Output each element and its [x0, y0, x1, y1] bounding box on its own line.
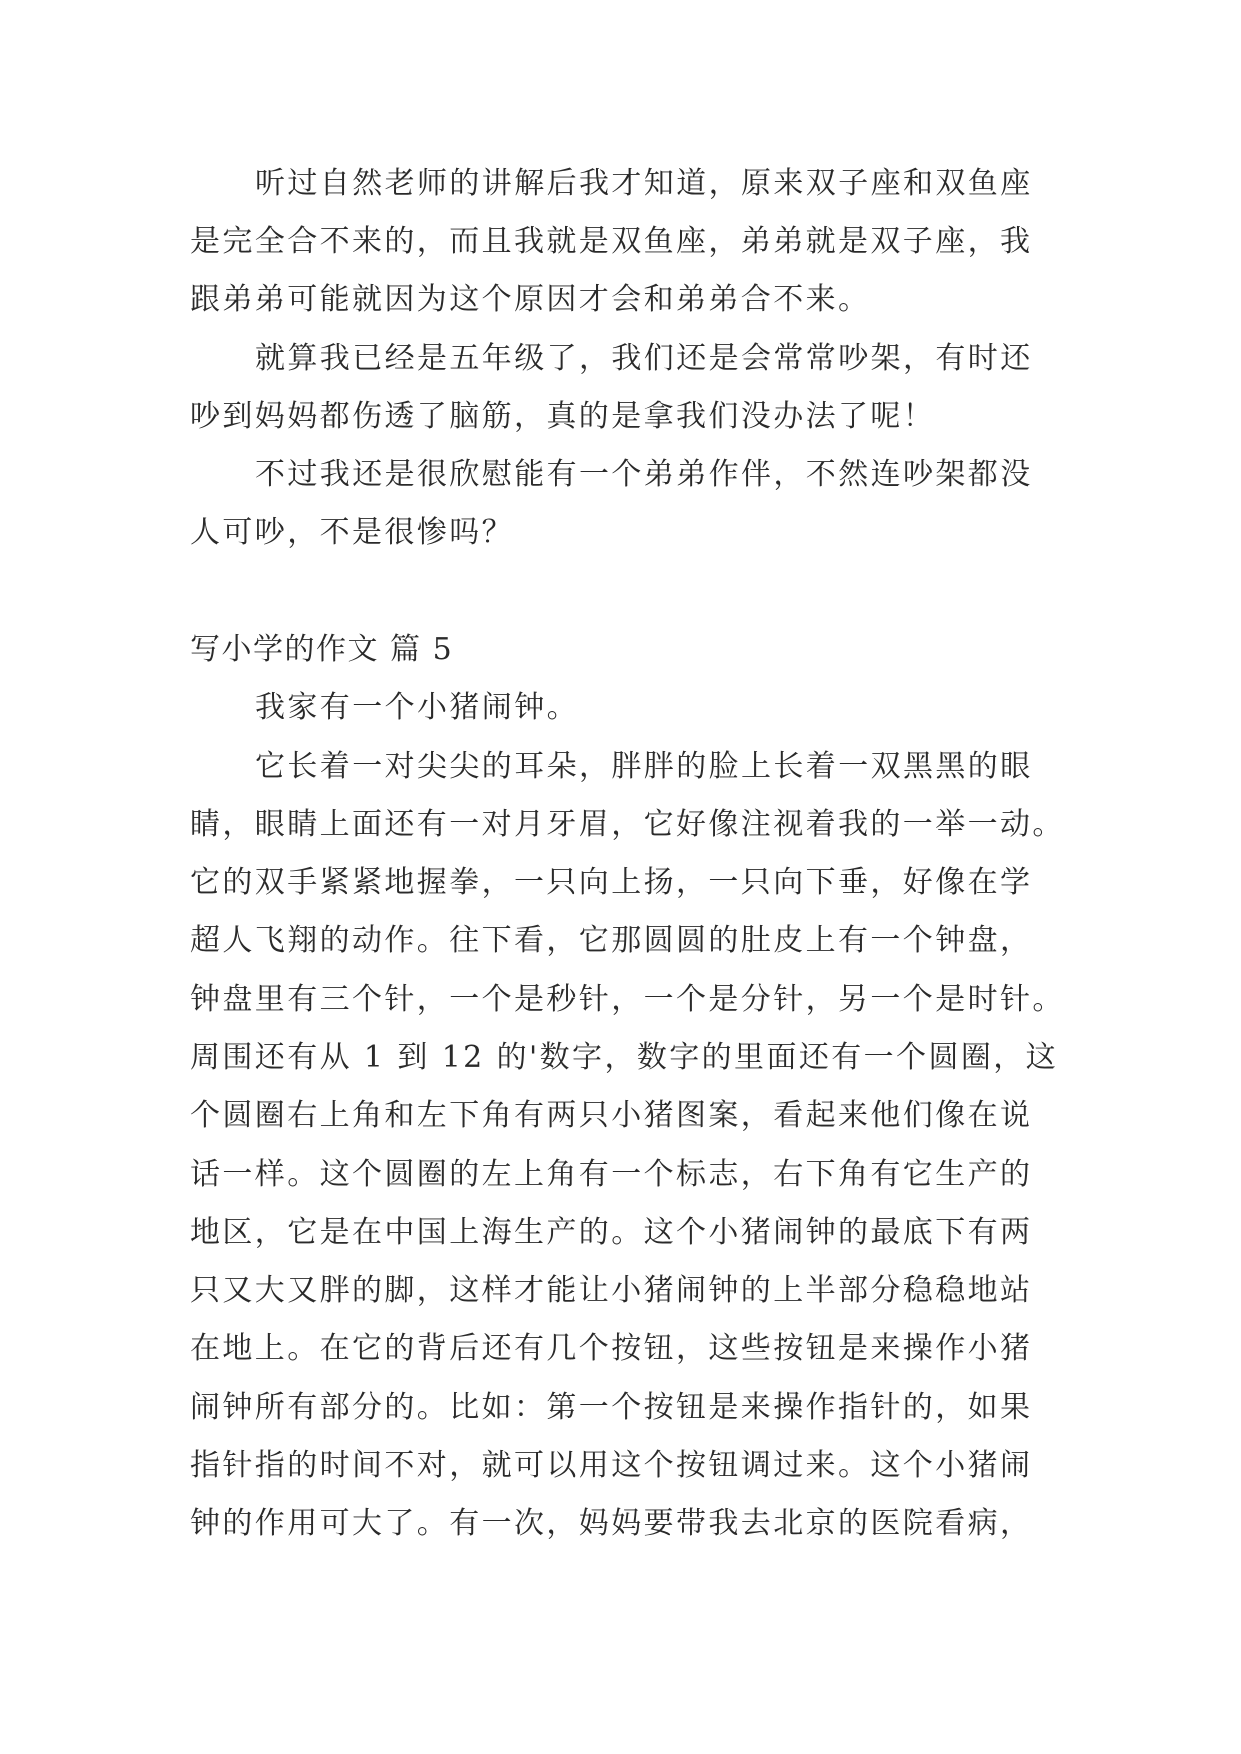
- paragraph-line: 指针指的时间不对，就可以用这个按钮调过来。这个小猪闹: [190, 1448, 1033, 1483]
- paragraph-line: 不过我还是很欣慰能有一个弟弟作伴，不然连吵架都没: [255, 457, 1033, 492]
- paragraph-line: 吵到妈妈都伤透了脑筋，真的是拿我们没办法了呢！: [190, 399, 936, 434]
- section-heading: 写小学的作文 篇 5: [190, 632, 454, 667]
- paragraph-line: 闹钟所有部分的。比如：第一个按钮是来操作指针的，如果: [190, 1390, 1033, 1425]
- paragraph-line: 是完全合不来的，而且我就是双鱼座，弟弟就是双子座，我: [190, 224, 1033, 259]
- paragraph-line: 就算我已经是五年级了，我们还是会常常吵架，有时还: [255, 341, 1033, 376]
- paragraph-line: 个圆圈右上角和左下角有两只小猪图案，看起来他们像在说: [190, 1098, 1033, 1133]
- paragraph-line: 周围还有从 1 到 12 的'数字，数字的里面还有一个圆圈，这: [190, 1040, 1059, 1075]
- paragraph-line: 它长着一对尖尖的耳朵，胖胖的脸上长着一双黑黑的眼: [255, 749, 1033, 784]
- paragraph-line: 超人飞翔的动作。往下看，它那圆圆的肚皮上有一个钟盘，: [190, 923, 1033, 958]
- paragraph-line: 听过自然老师的讲解后我才知道，原来双子座和双鱼座: [255, 166, 1033, 201]
- paragraph-line: 它的双手紧紧地握拳，一只向上扬，一只向下垂，好像在学: [190, 865, 1033, 900]
- paragraph-line: 我家有一个小猪闹钟。: [255, 690, 579, 725]
- paragraph-line: 只又大又胖的脚，这样才能让小猪闹钟的上半部分稳稳地站: [190, 1273, 1033, 1308]
- paragraph-line: 钟的作用可大了。有一次，妈妈要带我去北京的医院看病，: [190, 1506, 1033, 1541]
- paragraph-line: 地区，它是在中国上海生产的。这个小猪闹钟的最底下有两: [190, 1215, 1033, 1250]
- paragraph-line: 跟弟弟可能就因为这个原因才会和弟弟合不来。: [190, 282, 871, 317]
- paragraph-line: 人可吵，不是很惨吗？: [190, 515, 514, 550]
- paragraph-line: 在地上。在它的背后还有几个按钮，这些按钮是来操作小猪: [190, 1331, 1033, 1366]
- paragraph-line: 话一样。这个圆圈的左上角有一个标志，右下角有它生产的: [190, 1157, 1033, 1192]
- paragraph-line: 睛，眼睛上面还有一对月牙眉，它好像注视着我的一举一动。: [190, 807, 1065, 842]
- paragraph-line: 钟盘里有三个针，一个是秒针，一个是分针，另一个是时针。: [190, 982, 1065, 1017]
